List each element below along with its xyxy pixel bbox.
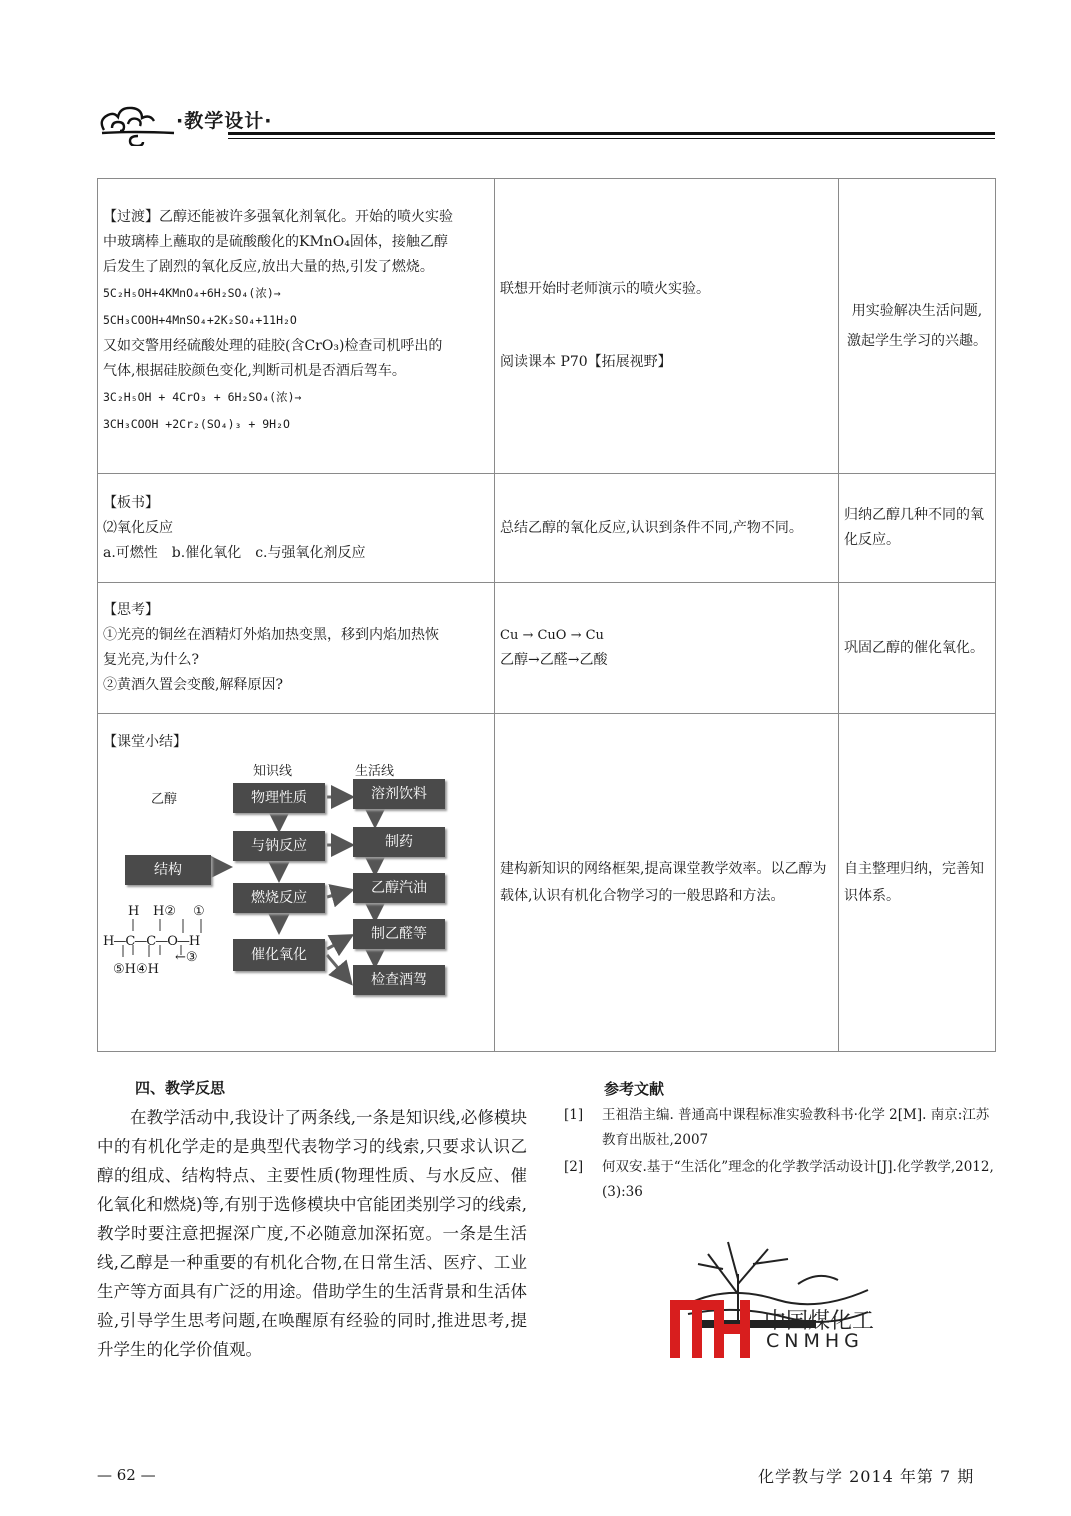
reference-text: 王祖浩主编. 普通高中课程标准实验教科书·化学 2[M]. 南京:江苏教育出版社,2007 [602, 1107, 990, 1148]
intent-text: 巩固乙醇的催化氧化。 [844, 639, 984, 656]
design-intent-cell [839, 714, 996, 1052]
journal-footer: 化学教与学 2014 年第 7 期 [758, 1467, 975, 1486]
diagram-box-life: 溶剂饮料 [353, 779, 445, 809]
design-intent-cell [839, 583, 996, 714]
formula-text: ⑤H④H [113, 962, 159, 977]
table-row [98, 583, 996, 714]
page-header-title: ·教学设计· [176, 110, 273, 132]
diagram-box-life: 乙醇汽油 [353, 873, 445, 903]
equation: 5C₂H₅OH+4KMnO₄+6H₂SO₄(浓)→ [103, 286, 281, 300]
student-text: Cu → CuO → Cu [500, 628, 604, 643]
equation: 5CH₃COOH+4MnSO₄+2K₂SO₄+11H₂O [103, 313, 297, 327]
table-row [98, 474, 996, 583]
student-activity-cell [495, 714, 839, 1052]
formula-text: H [128, 904, 140, 919]
student-text: 联想开始时老师演示的喷火实验。 [500, 281, 710, 297]
formula-text: H② [153, 904, 176, 919]
reflection-body: 在教学活动中,我设计了两条线,一条是知识线,必修模块中的有机化学走的是典型代表物学习的线索,只要求认识乙醇的组成、结构特点、主要性质(物理性质、与水反应、催化氧化和燃烧)等,有别于选修模块中官能团类别学习的线索,教学时要注意把握深广度,不必随意加深拓宽。一条是生活线,乙醇是一种重要的有机化合物,在日常生活、医疗、工业生产等方面具有广泛的用途。借助学生的生活背景和生活体验,引导学生思考问题,在唤醒原有经验的同时,推进思考,提升学生的化学价值观。 [97, 1108, 527, 1359]
header-rule-thin [228, 138, 995, 139]
student-text: 总结乙醇的氧化反应,认识到条件不同,产物不同。 [500, 519, 803, 536]
watermark-en: CNMHG [766, 1330, 864, 1352]
formula-text: ←③ [175, 950, 198, 965]
teacher-text: ②黄酒久置会变酸,解释原因? [103, 677, 283, 693]
diagram-box-life: 制药 [353, 827, 445, 857]
table-row [98, 714, 996, 1052]
formula-text: ① [193, 904, 205, 919]
watermark [668, 1234, 888, 1360]
student-activity-cell [495, 474, 839, 583]
formula-text: H—C—C—O—H [103, 934, 200, 949]
teacher-text: 【过渡】乙醇还能被许多强氧化剂氧化。开始的喷火实验 [103, 209, 453, 225]
teacher-text: 气体,根据硅胶颜色变化,判断司机是否酒后驾车。 [103, 363, 406, 379]
student-activity-cell [495, 583, 839, 714]
reflection-section [97, 1074, 527, 1364]
header-rule [228, 132, 995, 135]
teacher-text: 【课堂小结】 [103, 734, 187, 750]
teacher-text: 又如交警用经硫酸处理的硅胶(含CrO₃)检查司机呼出的 [103, 338, 443, 354]
equation: 3CH₃COOH +2Cr₂(SO₄)₃ + 9H₂O [103, 417, 290, 431]
reference-number: [1] [564, 1107, 584, 1123]
cloud-ornament-icon [98, 100, 178, 146]
diagram-box-life: 制乙醛等 [353, 919, 445, 949]
student-text: 建构新知识的网络框架,提高课堂教学效率。以乙醇为载体,认识有机化合物学习的一般思路和方法。 [500, 860, 827, 904]
intent-text: 自主整理归纳，完善知识体系。 [844, 860, 984, 904]
mh-logo-icon [668, 1296, 758, 1360]
teacher-text: 复光亮,为什么? [103, 652, 199, 668]
diagram-box-knowledge: 燃烧反应 [233, 883, 325, 913]
diagram-box-life: 检查酒驾 [353, 965, 445, 995]
table-row [98, 179, 996, 474]
teacher-text: a.可燃性 b.催化氧化 c.与强氧化剂反应 [103, 544, 366, 561]
reference-item [564, 1103, 996, 1153]
teacher-activity-cell [98, 474, 495, 583]
summary-diagram [103, 759, 483, 1029]
student-text: 阅读课本 P70【拓展视野】 [500, 354, 672, 370]
teacher-text: ⑵氧化反应 [103, 519, 173, 536]
student-activity-cell [495, 179, 839, 474]
diagram-box-structure: 结构 [125, 855, 211, 885]
teacher-activity-cell [98, 714, 495, 1052]
teacher-text: 后发生了剧烈的氧化反应,放出大量的热,引发了燃烧。 [103, 259, 434, 275]
diagram-box-knowledge: 物理性质 [233, 783, 325, 813]
lesson-design-table [97, 178, 996, 1052]
diagram-header-knowledge: 知识线 [253, 764, 293, 779]
reference-text: 何双安.基于“生活化”理念的化学教学活动设计[J].化学教学,2012,(3):36 [602, 1159, 994, 1200]
teacher-text: ①光亮的铜丝在酒精灯外焰加热变黑，移到内焰加热恢 [103, 627, 439, 643]
diagram-header-life: 生活线 [355, 764, 395, 779]
reference-number: [2] [564, 1159, 584, 1175]
teacher-text: 中玻璃棒上蘸取的是硫酸酸化的KMnO₄固体，接触乙醇 [103, 234, 448, 250]
equation: 3C₂H₅OH + 4CrO₃ + 6H₂SO₄(浓)→ [103, 390, 302, 404]
teacher-activity-cell [98, 179, 495, 474]
references-title: 参考文献 [604, 1080, 665, 1098]
page-header [98, 98, 995, 148]
teacher-activity-cell [98, 583, 495, 714]
intent-text: 归纳乙醇几种不同的氧化反应。 [844, 507, 984, 548]
teacher-text: 【思考】 [103, 602, 159, 618]
design-intent-cell [839, 474, 996, 583]
diagram-box-knowledge: 与钠反应 [233, 831, 325, 861]
reference-item [564, 1155, 996, 1205]
design-intent-cell [839, 179, 996, 474]
diagram-box-knowledge: 催化氧化 [233, 939, 325, 971]
intent-text: 用实验解决生活问题,激起学生学习的兴趣。 [847, 303, 987, 349]
page-number: — 62 — [97, 1466, 156, 1484]
teacher-text: 【板书】 [103, 494, 159, 511]
section-title: 四、教学反思 [135, 1079, 226, 1097]
watermark-cn: 中国煤化工 [764, 1309, 875, 1334]
student-text: 乙醇→乙醛→乙酸 [500, 652, 608, 668]
diagram-label-ethanol: 乙醇 [151, 792, 178, 807]
